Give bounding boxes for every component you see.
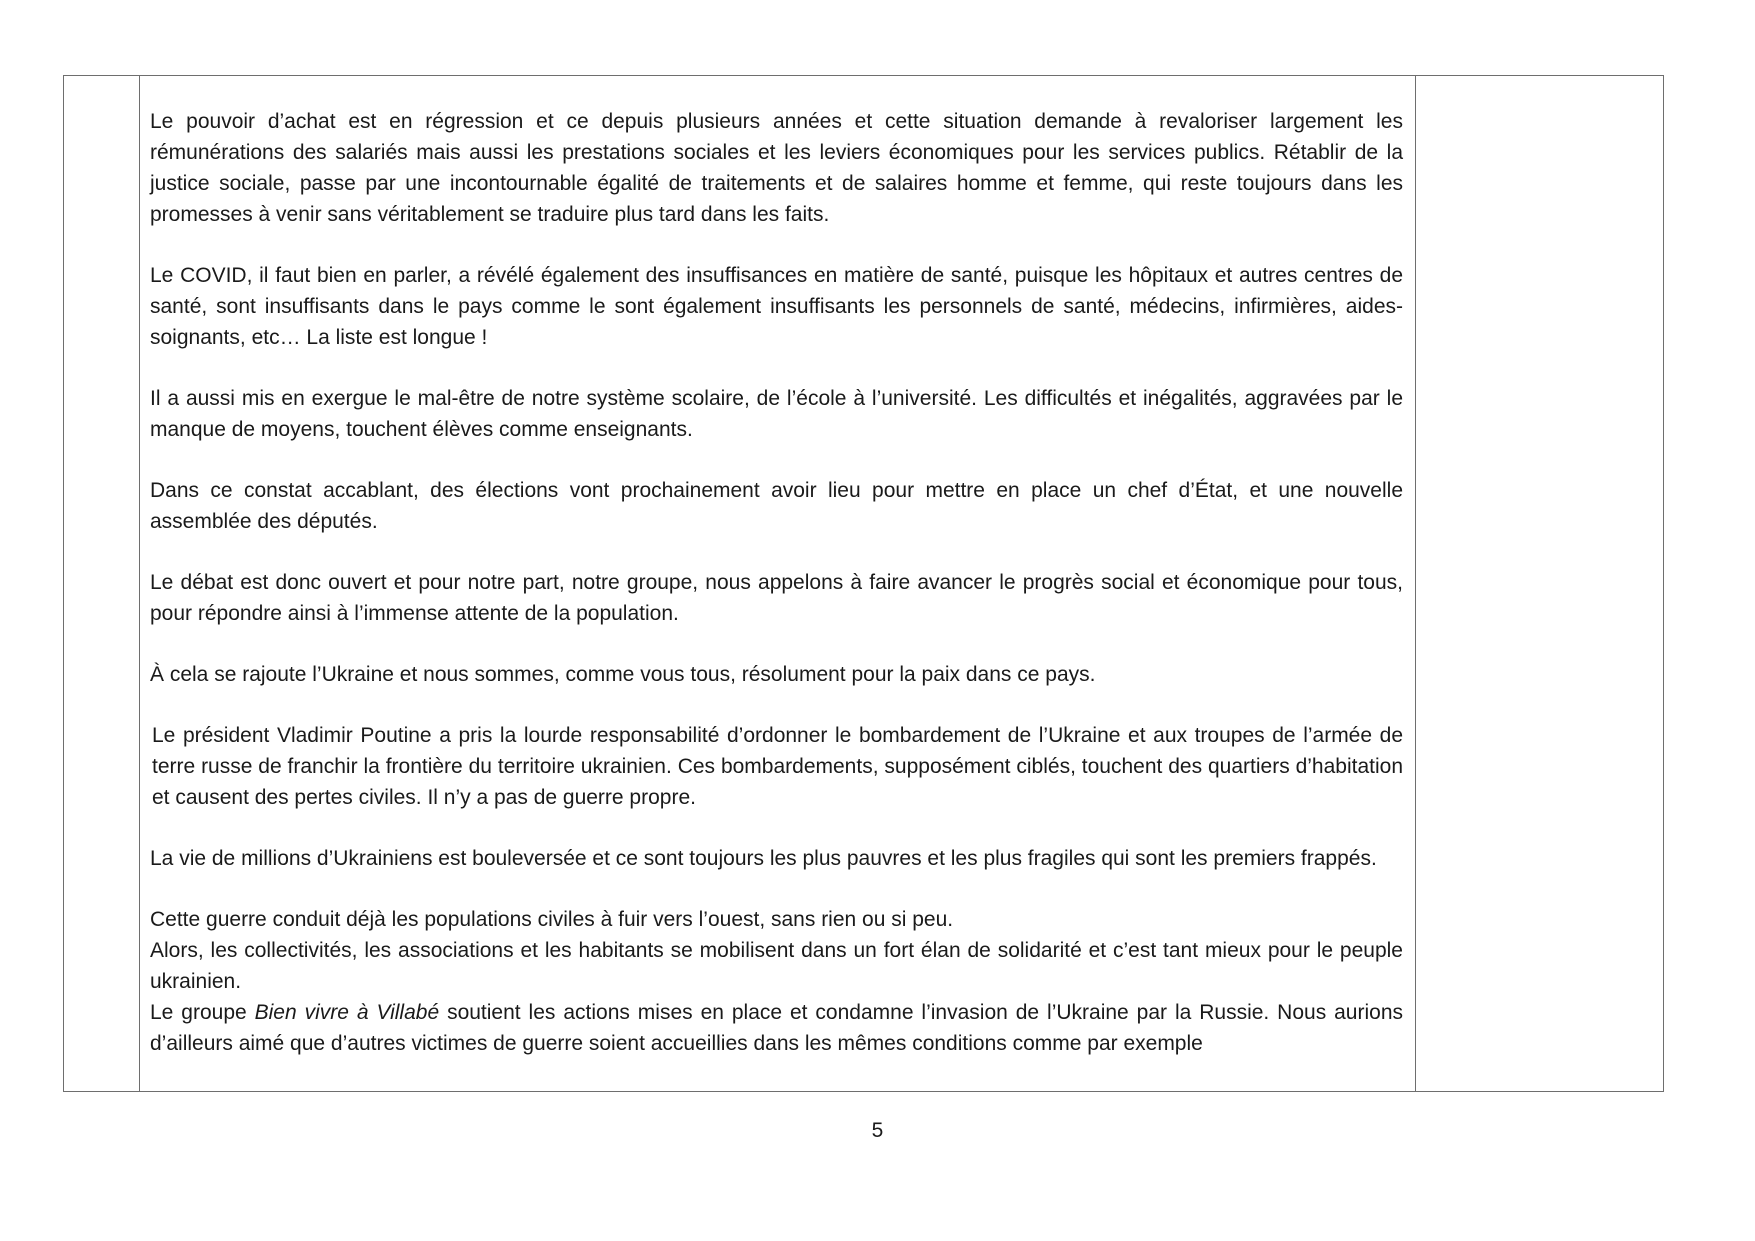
table-main-column: [140, 76, 1416, 1091]
page-number: 5: [871, 1119, 884, 1142]
paragraph-poutine: Le président Vladimir Poutine a pris la lourde responsabilité d’ordonner le bombardement de l’Ukraine et aux troupes de l’armée de terre russe de franchir la frontière du territoire ukrainien. Ces bombardements, supposément ciblés, touchent des quartiers d’habitation et causent des pertes civiles. Il n’y a pas de guerre propre.: [152, 724, 1403, 809]
table-right-column: [1416, 76, 1663, 1091]
paragraph-solidarite: Alors, les collectivités, les associations et les habitants se mobilisent dans un fort élan de solidarité et c’est tant mieux pour le peuple ukrainien.: [150, 939, 1403, 993]
group-name-italic: Bien vivre à Villabé: [254, 1001, 440, 1024]
paragraph-pouvoir-achat: Le pouvoir d’achat est en régression et ce depuis plusieurs années et cette situation demande à revaloriser largement les rémunérations des salariés mais aussi les prestations sociales et les leviers économiques pour les services publics. Rétablir de la justice sociale, passe par une incontournable égalité de traitements et de salaires homme et femme, qui reste toujours dans les promesses à venir sans véritablement se traduire plus tard dans les faits.: [150, 110, 1403, 226]
paragraph-debat: Le débat est donc ouvert et pour notre part, notre groupe, nous appelons à faire avancer le progrès social et économique pour tous, pour répondre ainsi à l’immense attente de la population.: [150, 571, 1403, 625]
paragraph-ukraine-paix: À cela se rajoute l’Ukraine et nous sommes, comme vous tous, résolument pour la paix dans ce pays.: [150, 663, 1096, 686]
document-table: [63, 75, 1664, 1092]
paragraph-groupe-villabe: [150, 997, 1403, 1059]
paragraph-covid: Le COVID, il faut bien en parler, a révélé également des insuffisances en matière de santé, puisque les hôpitaux et autres centres de santé, sont insuffisants dans le pays comme le sont également insuffisants les personnels de santé, médecins, infirmières, aides-soignants, etc… La liste est longue !: [150, 264, 1403, 349]
group-text-prefix: Le groupe: [150, 1001, 255, 1024]
table-left-column: [64, 76, 140, 1091]
paragraph-fuite-civils: Cette guerre conduit déjà les populations civiles à fuir vers l’ouest, sans rien ou si peu.: [150, 908, 954, 931]
paragraph-elections: Dans ce constat accablant, des élections vont prochainement avoir lieu pour mettre en place un chef d’État, et une nouvelle assemblée des députés.: [150, 479, 1403, 533]
paragraph-systeme-scolaire: Il a aussi mis en exergue le mal-être de notre système scolaire, de l’école à l’université. Les difficultés et inégalités, aggravées par le manque de moyens, touchent élèves comme enseignants.: [150, 387, 1403, 441]
paragraph-ukrainiens: La vie de millions d’Ukrainiens est bouleversée et ce sont toujours les plus pauvres et les plus fragiles qui sont les premiers frappés.: [150, 847, 1377, 870]
group-text-suffix: soutient les actions mises en place et condamne l’invasion de l’Ukraine par la Russie. Nous aurions d’ailleurs aimé que d’autres victimes de guerre soient accueillies dans les mêmes conditions comme par exemple: [150, 1001, 1404, 1055]
